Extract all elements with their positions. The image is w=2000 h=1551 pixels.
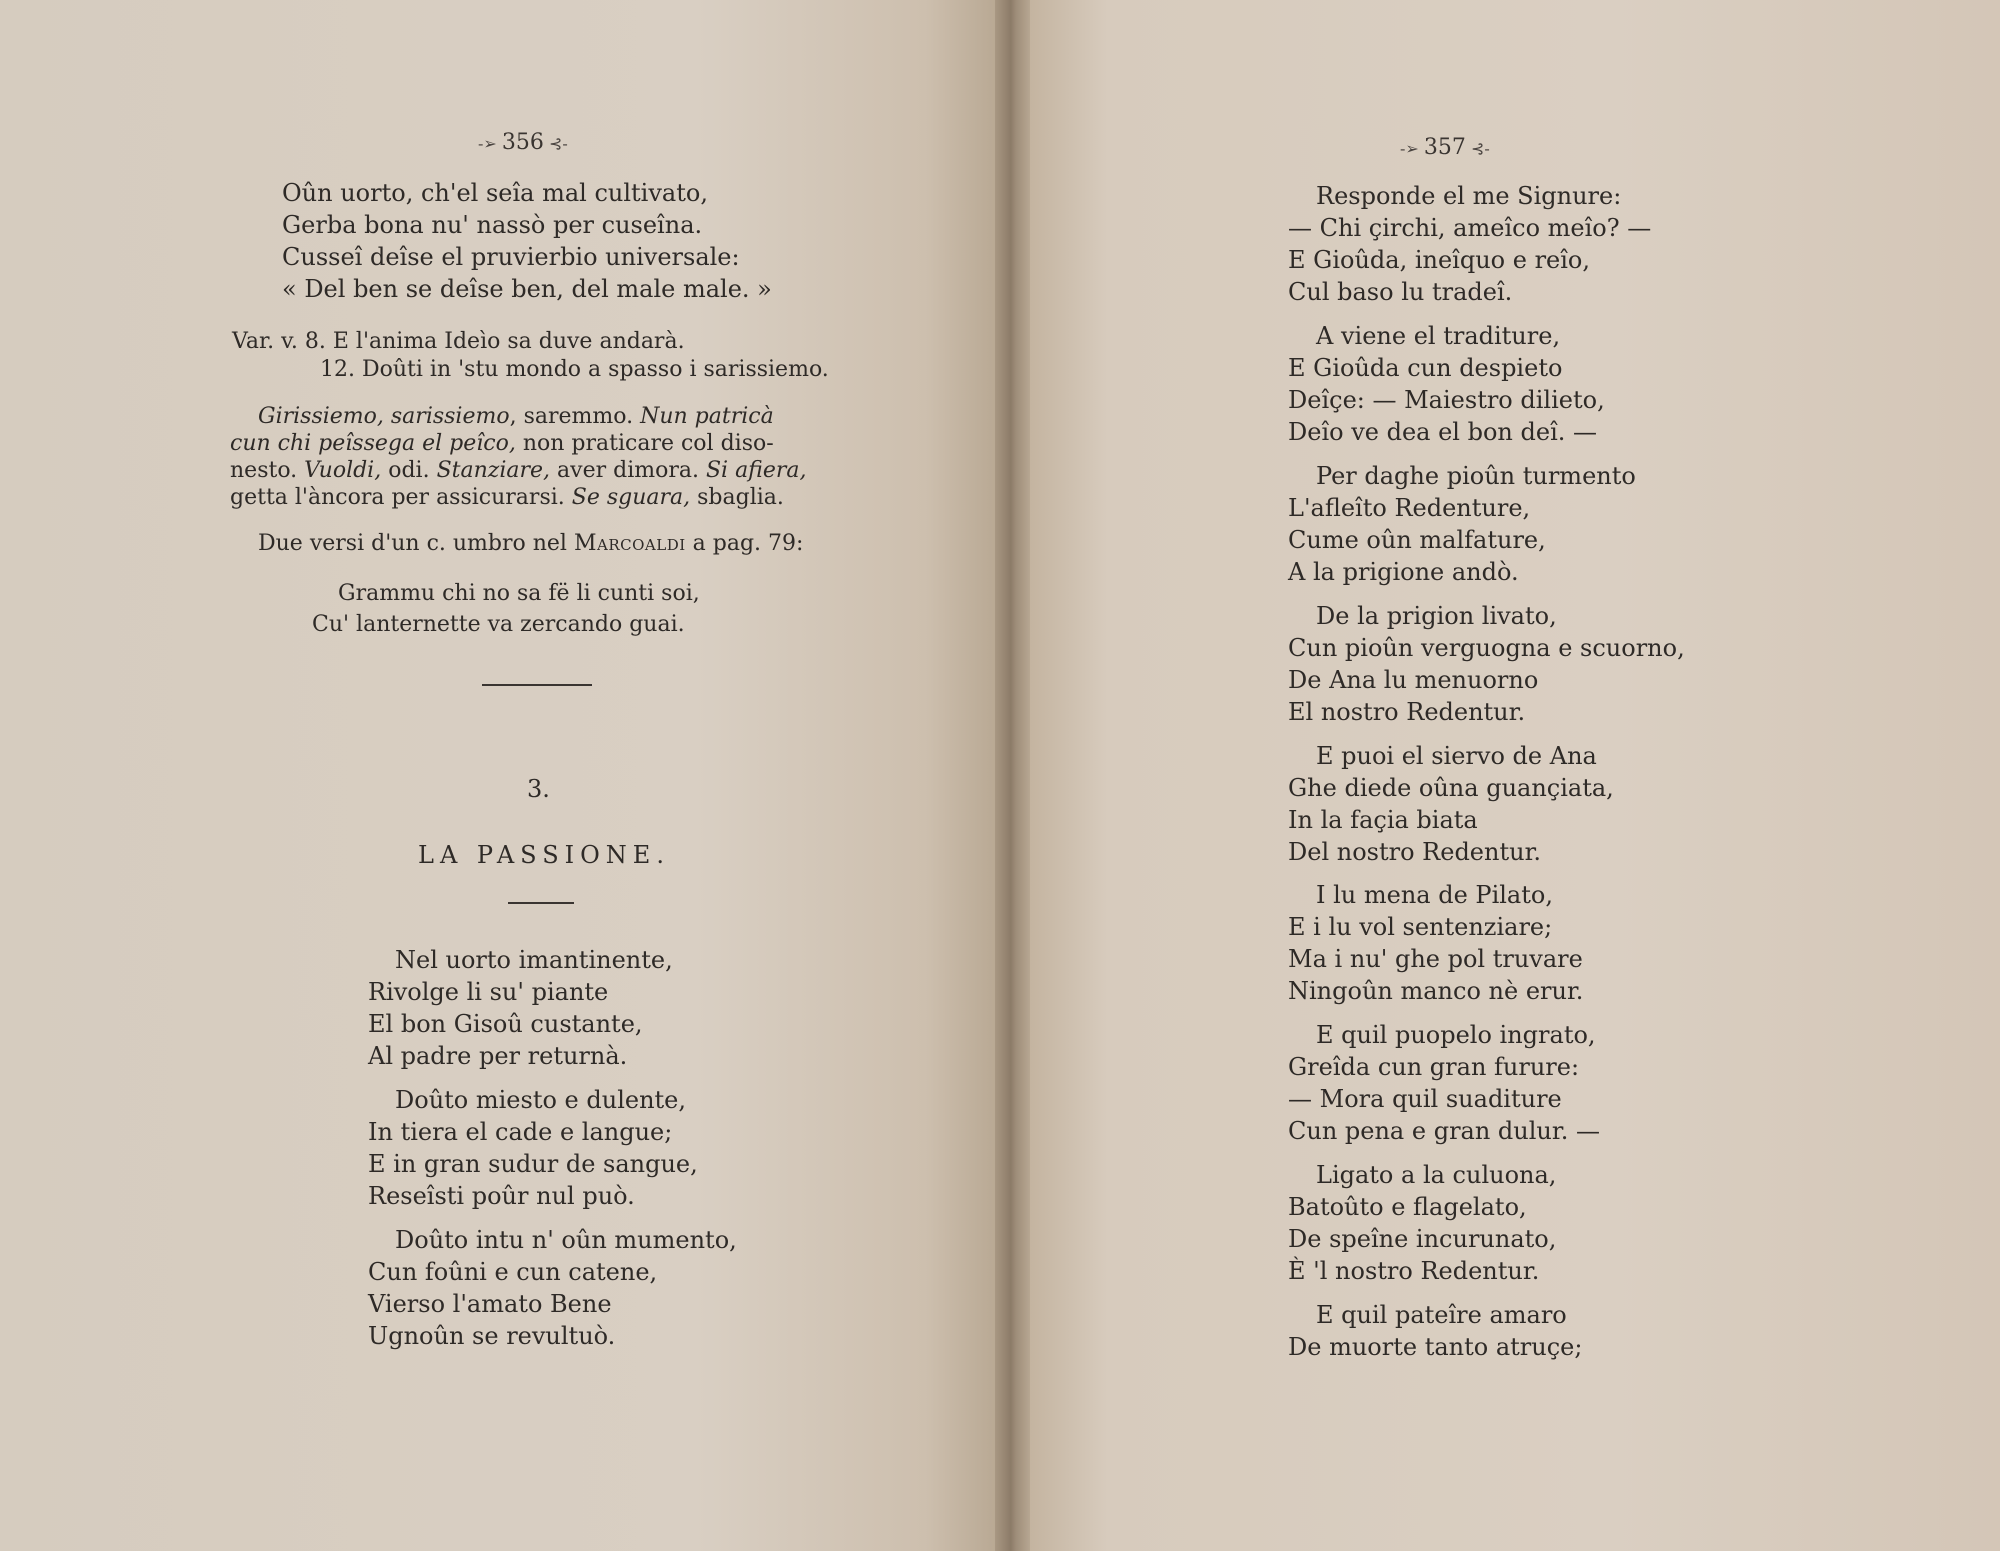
umbro-verse-line-1: Grammu chi no sa fë li cunti soi, <box>338 581 700 606</box>
variant-line-1: Var. v. 8. E l'anima Ideìo sa duve andarà. <box>232 329 685 354</box>
top-stanza-line-1: Oûn uorto, ch'el seîa mal cultivato, <box>282 179 708 207</box>
poem-line: De speîne incurunato, <box>1288 1225 1557 1253</box>
left-page <box>0 0 995 1551</box>
poem-line: Cun pioûn verguogna e scuorno, <box>1288 634 1685 662</box>
section-number: 3. <box>527 775 550 803</box>
section-divider <box>482 684 592 686</box>
gloss-line-2: cun chi peîssega el peîco, non praticare col diso- <box>230 431 774 456</box>
folio-ornament-right: ⊰- <box>543 134 568 153</box>
poem-line: Cun foûni e cun catene, <box>368 1258 658 1286</box>
poem-line: De la prigion livato, <box>1316 602 1557 630</box>
poem-line: A viene el traditure, <box>1316 322 1561 350</box>
poem-line: E Gioûda, ineîquo e reîo, <box>1288 246 1591 274</box>
folio-ornament-left: -➢ <box>1400 139 1424 158</box>
poem-line: I lu mena de Pilato, <box>1316 881 1553 909</box>
poem-line: Deîçe: — Maiestro dilieto, <box>1288 386 1605 414</box>
poem-line: Ghe diede oûna guançiata, <box>1288 774 1614 802</box>
poem-line: E quil pateîre amaro <box>1316 1301 1567 1329</box>
top-stanza-line-4: « Del ben se deîse ben, del male male. » <box>282 275 772 303</box>
umbro-verse-line-2: Cu' lanternette va zercando guai. <box>312 612 685 637</box>
section-title: LA PASSIONE. <box>418 841 670 869</box>
poem-line: E puoi el siervo de Ana <box>1316 742 1597 770</box>
poem-line: Ningoûn manco nè erur. <box>1288 977 1584 1005</box>
poem-line: Responde el me Signure: <box>1316 182 1622 210</box>
top-stanza-line-3: Cusseî deîse el pruvierbio universale: <box>282 243 740 271</box>
poem-line: Doûto miesto e dulente, <box>395 1086 687 1114</box>
poem-line: Per daghe pioûn turmento <box>1316 462 1636 490</box>
poem-line: El nostro Redentur. <box>1288 698 1526 726</box>
poem-line: È 'l nostro Redentur. <box>1288 1257 1540 1285</box>
folio-ornament-left: -➢ <box>478 134 502 153</box>
poem-line: A la prigione andò. <box>1288 558 1519 586</box>
poem-line: Doûto intu n' oûn mumento, <box>395 1226 737 1254</box>
gloss-line-4: getta l'àncora per assicurarsi. Se sguara, sbaglia. <box>230 485 784 510</box>
poem-line: Rivolge li su' piante <box>368 978 609 1006</box>
title-underline <box>508 902 574 904</box>
book-gutter <box>995 0 1030 1551</box>
poem-line: El bon Gisoû custante, <box>368 1010 643 1038</box>
poem-line: Batoûto e flagelato, <box>1288 1193 1527 1221</box>
poem-line: E quil puopelo ingrato, <box>1316 1021 1596 1049</box>
poem-line: Deîo ve dea el bon deî. — <box>1288 418 1597 446</box>
poem-line: Del nostro Redentur. <box>1288 838 1542 866</box>
poem-line: — Chi çirchi, ameîco meîo? — <box>1288 214 1652 242</box>
poem-line: Greîda cun gran furure: <box>1288 1053 1580 1081</box>
poem-line: — Mora quil suaditure <box>1288 1085 1562 1113</box>
folio-ornament-right: ⊰- <box>1465 139 1490 158</box>
poem-line: Reseîsti poûr nul può. <box>368 1182 635 1210</box>
poem-line: In tiera el cade e langue; <box>368 1118 673 1146</box>
poem-line: Nel uorto imantinente, <box>395 946 673 974</box>
umbro-intro: Due versi d'un c. umbro nel Marcoaldi a pag. 79: <box>258 531 804 556</box>
poem-line: Ma i nu' ghe pol truvare <box>1288 945 1583 973</box>
poem-line: Cun pena e gran dulur. — <box>1288 1117 1600 1145</box>
poem-line: E i lu vol sentenziare; <box>1288 913 1553 941</box>
poem-line: Al padre per returnà. <box>368 1042 628 1070</box>
poem-line: L'afleîto Redenture, <box>1288 494 1531 522</box>
poem-line: Ligato a la culuona, <box>1316 1161 1557 1189</box>
left-folio: -➢ 356 ⊰- <box>478 130 568 155</box>
poem-line: Cul baso lu tradeî. <box>1288 278 1513 306</box>
poem-line: Cume oûn malfature, <box>1288 526 1546 554</box>
poem-line: De muorte tanto atruçe; <box>1288 1333 1583 1361</box>
poem-line: E Gioûda cun despieto <box>1288 354 1563 382</box>
poem-line: In la façia biata <box>1288 806 1478 834</box>
right-folio: -➢ 357 ⊰- <box>1400 135 1490 160</box>
gloss-line-3: nesto. Vuoldi, odi. Stanziare, aver dimora. Si afiera, <box>230 458 807 483</box>
right-page <box>1030 0 2000 1551</box>
poem-line: De Ana lu menuorno <box>1288 666 1539 694</box>
poem-line: Vierso l'amato Bene <box>368 1290 612 1318</box>
top-stanza-line-2: Gerba bona nu' nassò per cuseîna. <box>282 211 703 239</box>
variant-line-2: 12. Doûti in 'stu mondo a spasso i sarissiemo. <box>320 357 829 382</box>
poem-line: Ugnoûn se revultuò. <box>368 1322 616 1350</box>
poem-line: E in gran sudur de sangue, <box>368 1150 698 1178</box>
gloss-line-1: Girissiemo, sarissiemo, saremmo. Nun patricà <box>258 404 774 429</box>
author-name: Marcoaldi <box>573 531 686 556</box>
